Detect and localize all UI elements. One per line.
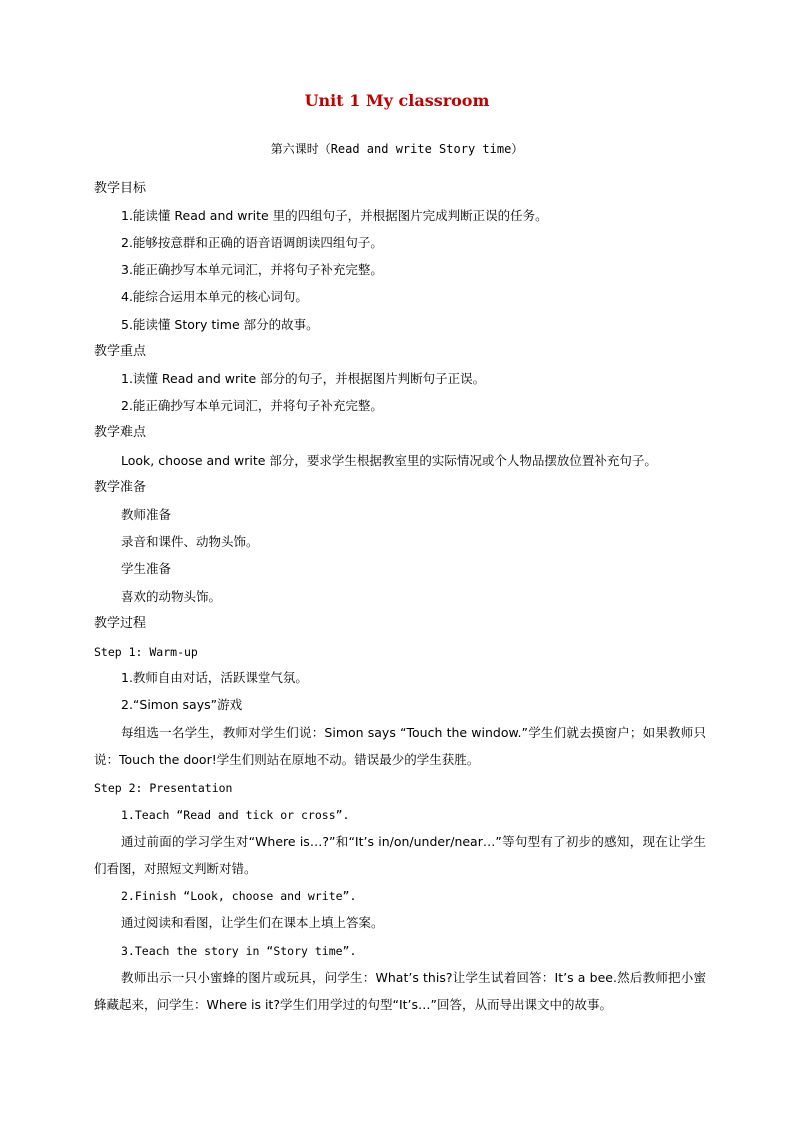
objective-item: 2.能够按意群和正确的语音语调朗读四组句子。 <box>121 235 383 250</box>
step1-item: 2.“Simon says”游戏 <box>121 697 243 712</box>
step2-paragraph: 通过前面的学习学生对“Where is…?”和“It’s in/on/under/near…”等句型有了初步的感知，现在让学生们看图，对照短文判断对错。 <box>94 834 706 876</box>
objective-item: 5.能读懂 Story time 部分的故事。 <box>121 317 319 332</box>
teacher-prep-text: 录音和课件、动物头饰。 <box>121 534 259 549</box>
objectives-heading: 教学目标 <box>94 181 147 196</box>
objective-item: 1.能读懂 Read and write 里的四组句子，并根据图片完成判断正误的任务。 <box>121 208 548 223</box>
step2-paragraph: 通过阅读和看图，让学生们在课本上填上答案。 <box>121 915 384 930</box>
step1-item: 1.教师自由对话，活跃课堂气氛。 <box>121 670 308 685</box>
preparation-heading: 教学准备 <box>94 480 147 495</box>
objective-item: 3.能正确抄写本单元词汇，并将句子补充完整。 <box>121 262 383 277</box>
key-point-item: 2.能正确抄写本单元词汇，并将句子补充完整。 <box>121 398 383 413</box>
step2-item: 2.Finish “Look, choose and write”. <box>121 889 357 903</box>
difficulties-text: Look, choose and write 部分，要求学生根据教室里的实际情况或个人物品摆放位置补充句子。 <box>121 453 657 468</box>
step2-item: 3.Teach the story in “Story time”. <box>121 944 357 958</box>
student-prep-text: 喜欢的动物头饰。 <box>121 589 222 604</box>
document-title: Unit 1 My classroom <box>304 91 490 110</box>
key-points-heading: 教学重点 <box>94 344 147 359</box>
process-heading: 教学过程 <box>94 616 147 631</box>
step1-title: Step 1: Warm-up <box>94 645 198 659</box>
difficulties-heading: 教学难点 <box>94 425 147 440</box>
step1-paragraph: 每组选一名学生，教师对学生们说：Simon says “Touch the window.”学生们就去摸窗户；如果教师只说：Touch the door!学生们则站在原地不动。错误最少的学生获胜。 <box>94 725 706 767</box>
step2-title: Step 2: Presentation <box>94 781 233 795</box>
teacher-prep-label: 教师准备 <box>121 507 172 522</box>
lesson-subtitle: 第六课时（Read and write Story time） <box>270 142 524 156</box>
student-prep-label: 学生准备 <box>121 561 172 576</box>
objective-item: 4.能综合运用本单元的核心词句。 <box>121 289 308 304</box>
step2-item: 1.Teach “Read and tick or cross”. <box>121 808 350 822</box>
step2-paragraph: 教师出示一只小蜜蜂的图片或玩具，问学生：What’s this?让学生试着回答：It’s a bee.然后教师把小蜜蜂藏起来，问学生：Where is it?学生们用学过的句型“It’s…”回答，从而导出课文中的故事。 <box>94 970 706 1012</box>
key-point-item: 1.读懂 Read and write 部分的句子，并根据图片判断句子正误。 <box>121 371 486 386</box>
